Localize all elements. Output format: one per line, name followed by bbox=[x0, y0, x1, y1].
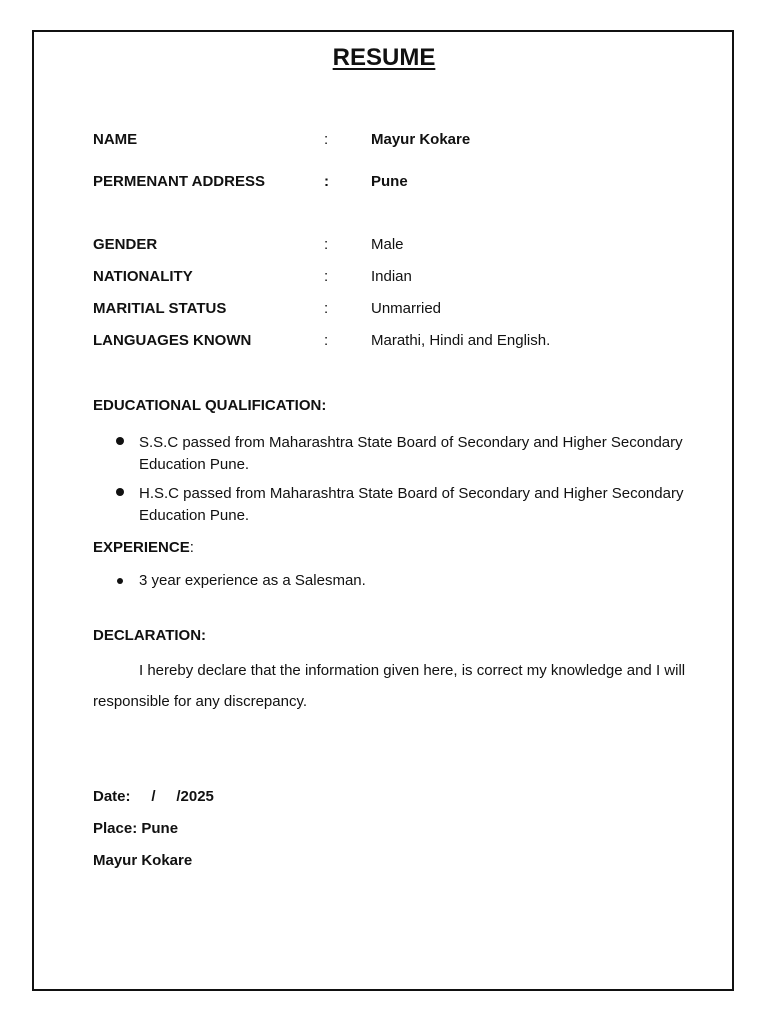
resume-title bbox=[0, 44, 768, 72]
place-line: Place: Pune bbox=[93, 820, 179, 837]
date-line: Date: / /2025 bbox=[93, 788, 214, 805]
marital-status-value: Unmarried bbox=[371, 300, 442, 317]
languages-separator: : bbox=[324, 332, 329, 349]
name-label: NAME bbox=[93, 131, 138, 148]
gender-value: Male bbox=[371, 236, 404, 253]
resume-title-text: RESUME bbox=[332, 44, 436, 71]
experience-item: 3 year experience as a Salesman. bbox=[139, 572, 366, 589]
experience-heading-text: EXPERIENCE bbox=[93, 539, 190, 556]
gender-label: GENDER bbox=[93, 236, 158, 253]
nationality-label: NATIONALITY bbox=[93, 268, 193, 285]
education-item: H.S.C passed from Maharashtra State Board of Secondary and Higher Secondary Education Pune. bbox=[139, 485, 684, 524]
signature-name: Mayur Kokare bbox=[93, 852, 193, 869]
bullet-icon bbox=[116, 437, 124, 445]
nationality-value: Indian bbox=[371, 268, 412, 285]
address-label: PERMENANT ADDRESS bbox=[93, 173, 265, 190]
languages-label: LANGUAGES KNOWN bbox=[93, 332, 252, 349]
nationality-separator: : bbox=[324, 268, 329, 285]
gender-separator: : bbox=[324, 236, 329, 253]
bullet-icon bbox=[117, 578, 123, 584]
marital-status-label: MARITIAL STATUS bbox=[93, 300, 227, 317]
experience-heading bbox=[93, 538, 194, 558]
name-separator: : bbox=[324, 131, 329, 148]
declaration-text: I hereby declare that the information given here, is correct my knowledge and I will responsible for any discrepancy. bbox=[93, 662, 686, 710]
address-separator: : bbox=[324, 173, 329, 190]
declaration-heading: DECLARATION: bbox=[93, 627, 207, 644]
education-item: S.S.C passed from Maharashtra State Board of Secondary and Higher Secondary Education Pune. bbox=[139, 434, 683, 473]
languages-value: Marathi, Hindi and English. bbox=[371, 332, 551, 349]
address-value: Pune bbox=[371, 173, 408, 190]
bullet-icon bbox=[116, 488, 124, 496]
name-value: Mayur Kokare bbox=[371, 131, 471, 148]
experience-heading-colon: : bbox=[189, 539, 194, 556]
marital-status-separator: : bbox=[324, 300, 329, 317]
education-heading: EDUCATIONAL QUALIFICATION: bbox=[93, 397, 327, 414]
